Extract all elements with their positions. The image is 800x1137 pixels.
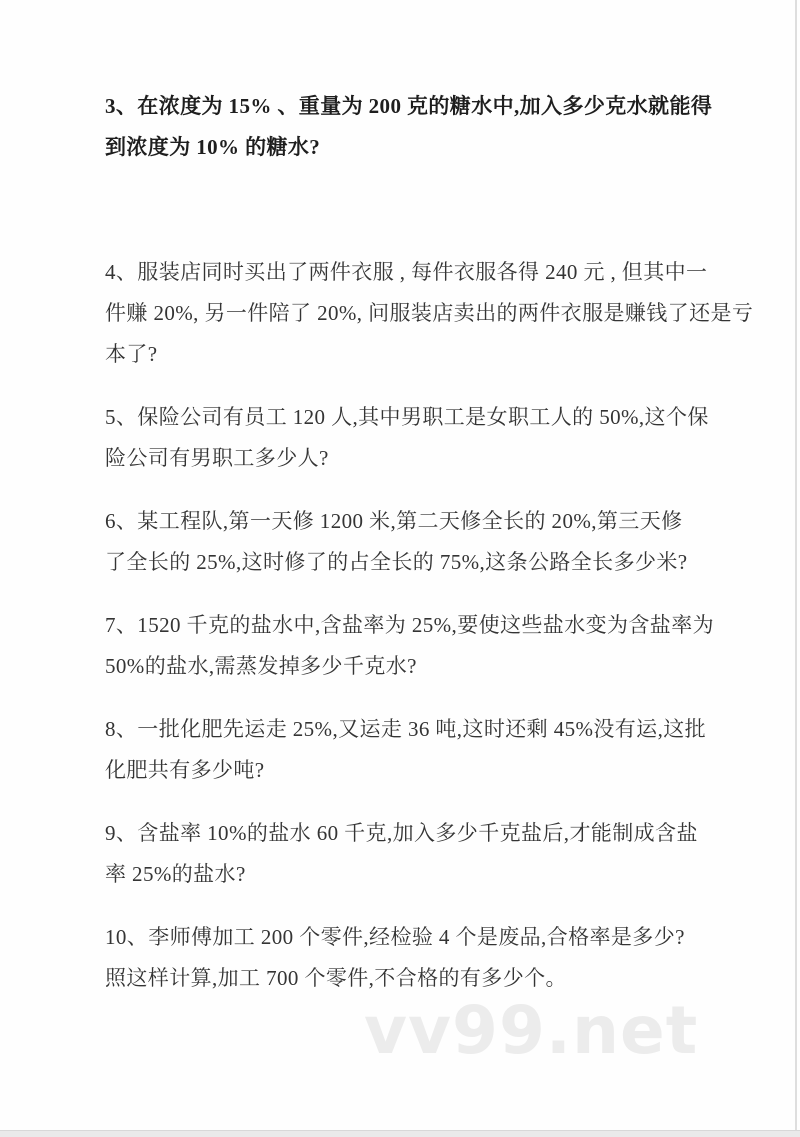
- problem-line: 了全长的 25%,这时修了的占全长的 75%,这条公路全长多少米?: [105, 550, 688, 574]
- page-right-edge-line: [795, 0, 797, 1137]
- problem-line: 本了?: [105, 342, 158, 366]
- problem-line: 件赚 20%, 另一件陪了 20%, 问服装店卖出的两件衣服是赚钱了还是亏: [105, 301, 754, 325]
- problem-line: 率 25%的盐水?: [105, 862, 246, 886]
- problem-line: 7、1520 千克的盐水中,含盐率为 25%,要使这些盐水变为含盐率为: [105, 613, 714, 637]
- problem-8: [105, 709, 715, 791]
- problem-7: [105, 605, 715, 687]
- problem-line: 到浓度为 10% 的糖水?: [105, 135, 321, 159]
- problem-line: 50%的盐水,需蒸发掉多少千克水?: [105, 654, 417, 678]
- problem-line: 10、李师傅加工 200 个零件,经检验 4 个是废品,合格率是多少?: [105, 925, 685, 949]
- problem-line: 险公司有男职工多少人?: [105, 446, 329, 470]
- problem-line: 照这样计算,加工 700 个零件,不合格的有多少个。: [105, 966, 567, 990]
- problem-line: 6、某工程队,第一天修 1200 米,第二天修全长的 20%,第三天修: [105, 509, 683, 533]
- problem-9: [105, 813, 715, 895]
- problems-list: [105, 86, 754, 999]
- problem-line: 4、服装店同时买出了两件衣服 , 每件衣服各得 240 元 , 但其中一: [105, 260, 708, 284]
- problem-line: 5、保险公司有员工 120 人,其中男职工是女职工人的 50%,这个保: [105, 405, 709, 429]
- watermark: vv99.net: [364, 992, 699, 1069]
- problem-line: 化肥共有多少吨?: [105, 758, 265, 782]
- problem-line: 3、在浓度为 15% 、重量为 200 克的糖水中,加入多少克水就能得: [105, 94, 713, 118]
- problem-5: [105, 397, 715, 479]
- page-bottom-strip: [0, 1130, 800, 1137]
- problem-10: [105, 917, 715, 999]
- problem-3: [105, 86, 715, 168]
- problem-6: [105, 501, 715, 583]
- problem-4: [105, 252, 754, 375]
- problem-line: 9、含盐率 10%的盐水 60 千克,加入多少千克盐后,才能制成含盐: [105, 821, 698, 845]
- problem-line: 8、一批化肥先运走 25%,又运走 36 吨,这时还剩 45%没有运,这批: [105, 717, 707, 741]
